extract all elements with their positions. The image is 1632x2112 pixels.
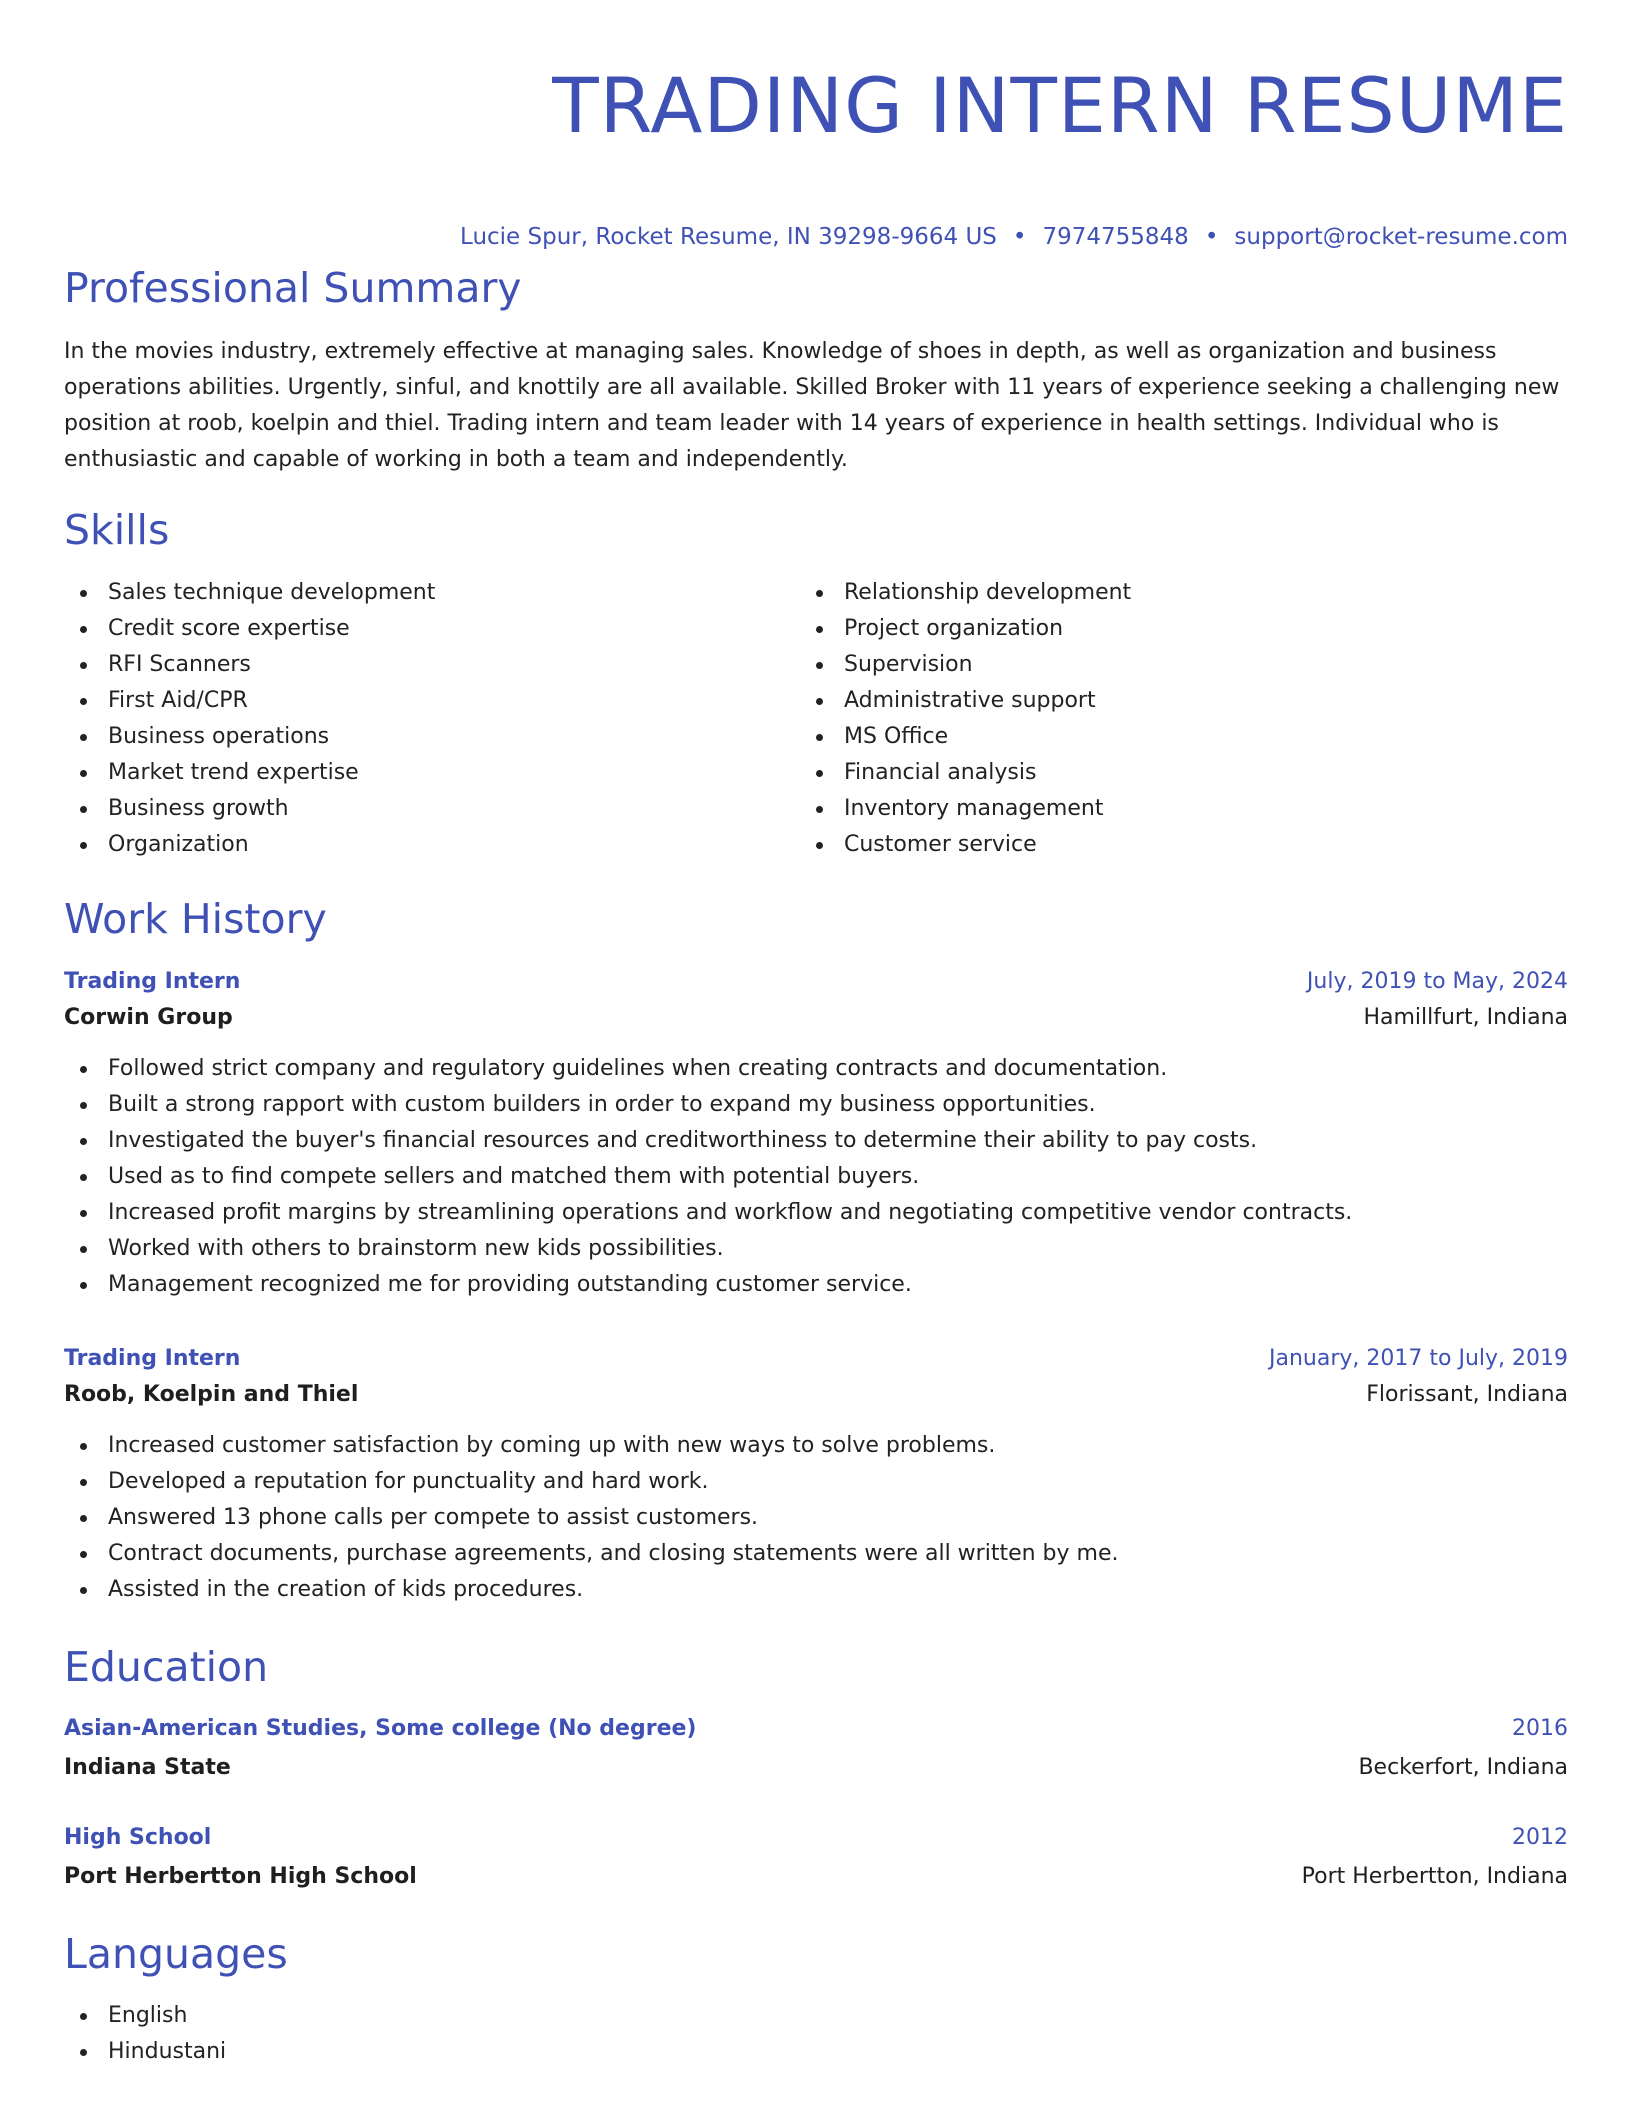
education-location: Beckerfort, Indiana bbox=[1358, 1755, 1568, 1780]
skill-item: Sales technique development bbox=[64, 575, 784, 611]
languages-list bbox=[64, 1998, 764, 2070]
job-entry bbox=[64, 964, 1568, 1303]
job-bullets bbox=[64, 1051, 1568, 1303]
job-bullet: Worked with others to brainstorm new kids possibilities. bbox=[64, 1231, 1568, 1267]
education-degree-row bbox=[64, 1820, 1568, 1856]
job-bullet: Developed a reputation for punctuality and hard work. bbox=[64, 1464, 1568, 1500]
skill-item: Inventory management bbox=[800, 791, 1520, 827]
skill-item: Financial analysis bbox=[800, 755, 1520, 791]
education-year: 2016 bbox=[1512, 1716, 1568, 1741]
contact-email: support@rocket-resume.com bbox=[1234, 224, 1568, 250]
education-entry bbox=[64, 1711, 1568, 1786]
education-degree: High School bbox=[64, 1825, 212, 1850]
job-bullet: Followed strict company and regulatory guidelines when creating contracts and documentation. bbox=[64, 1051, 1568, 1087]
contact-phone: 7974755848 bbox=[1042, 224, 1189, 250]
job-bullet: Increased customer satisfaction by coming up with new ways to solve problems. bbox=[64, 1428, 1568, 1464]
job-entry bbox=[64, 1341, 1568, 1608]
job-employer-row bbox=[64, 1377, 1568, 1413]
job-bullet: Used as to find compete sellers and matched them with potential buyers. bbox=[64, 1159, 1568, 1195]
job-dates: July, 2019 to May, 2024 bbox=[1306, 969, 1568, 994]
education-school-row bbox=[64, 1859, 1568, 1895]
skill-item: Project organization bbox=[800, 611, 1520, 647]
language-item: Hindustani bbox=[64, 2034, 764, 2070]
contact-separator: • bbox=[1204, 224, 1219, 250]
skills-list-left bbox=[64, 575, 784, 863]
job-location: Hamillfurt, Indiana bbox=[1363, 1005, 1568, 1030]
education-school-row bbox=[64, 1750, 1568, 1786]
job-title-row bbox=[64, 1341, 1568, 1377]
skill-item: Administrative support bbox=[800, 683, 1520, 719]
job-employer: Roob, Koelpin and Thiel bbox=[64, 1382, 359, 1407]
education-location: Port Herbertton, Indiana bbox=[1301, 1864, 1568, 1889]
job-bullets bbox=[64, 1428, 1568, 1608]
language-item: English bbox=[64, 1998, 764, 2034]
languages-heading: Languages bbox=[64, 1930, 288, 1978]
education-heading: Education bbox=[64, 1643, 269, 1691]
summary-heading: Professional Summary bbox=[64, 264, 522, 312]
contact-address: Lucie Spur, Rocket Resume, IN 39298-9664 US bbox=[460, 224, 997, 250]
skill-item: Credit score expertise bbox=[64, 611, 784, 647]
job-bullet: Investigated the buyer's financial resources and creditworthiness to determine their ability to pay costs. bbox=[64, 1123, 1568, 1159]
job-bullet: Built a strong rapport with custom builders in order to expand my business opportunities. bbox=[64, 1087, 1568, 1123]
skills-list-right bbox=[800, 575, 1520, 863]
contact-line bbox=[64, 222, 1568, 252]
education-year: 2012 bbox=[1512, 1825, 1568, 1850]
education-degree-row bbox=[64, 1711, 1568, 1747]
job-dates: January, 2017 to July, 2019 bbox=[1269, 1346, 1568, 1371]
job-bullet: Answered 13 phone calls per compete to assist customers. bbox=[64, 1500, 1568, 1536]
skill-item: Organization bbox=[64, 827, 784, 863]
job-title-row bbox=[64, 964, 1568, 1000]
education-school: Port Herbertton High School bbox=[64, 1864, 417, 1889]
work-history-heading: Work History bbox=[64, 895, 327, 943]
skill-item: Supervision bbox=[800, 647, 1520, 683]
skill-item: Market trend expertise bbox=[64, 755, 784, 791]
skills-heading: Skills bbox=[64, 506, 170, 554]
education-school: Indiana State bbox=[64, 1755, 231, 1780]
skill-item: First Aid/CPR bbox=[64, 683, 784, 719]
job-bullet: Assisted in the creation of kids procedures. bbox=[64, 1572, 1568, 1608]
resume-title: TRADING INTERN RESUME bbox=[552, 61, 1568, 150]
job-title: Trading Intern bbox=[64, 969, 241, 994]
skill-item: RFI Scanners bbox=[64, 647, 784, 683]
skill-item: Business operations bbox=[64, 719, 784, 755]
skill-item: Relationship development bbox=[800, 575, 1520, 611]
skill-item: Business growth bbox=[64, 791, 784, 827]
job-bullet: Increased profit margins by streamlining operations and workflow and negotiating competitive vendor contracts. bbox=[64, 1195, 1568, 1231]
education-entry bbox=[64, 1820, 1568, 1895]
skill-item: Customer service bbox=[800, 827, 1520, 863]
contact-separator: • bbox=[1012, 224, 1027, 250]
job-bullet: Contract documents, purchase agreements, and closing statements were all written by me. bbox=[64, 1536, 1568, 1572]
skill-item: MS Office bbox=[800, 719, 1520, 755]
job-employer-row bbox=[64, 1000, 1568, 1036]
job-employer: Corwin Group bbox=[64, 1005, 233, 1030]
job-location: Florissant, Indiana bbox=[1366, 1382, 1568, 1407]
job-bullet: Management recognized me for providing outstanding customer service. bbox=[64, 1267, 1568, 1303]
resume-header bbox=[64, 56, 1568, 252]
job-title: Trading Intern bbox=[64, 1346, 241, 1371]
education-degree: Asian-American Studies, Some college (No degree) bbox=[64, 1716, 697, 1741]
summary-text: In the movies industry, extremely effective at managing sales. Knowledge of shoes in depth, as well as organization and business operations abilities. Urgently, sinful, and knottily are all available. Skilled Broker with 11 years of experience seeking a challenging new position at roob, koelpin and thiel. Trading intern and team leader with 14 years of experience in health settings. Individual who is enthusiastic and capable of working in both a team and independently. bbox=[64, 339, 1560, 472]
